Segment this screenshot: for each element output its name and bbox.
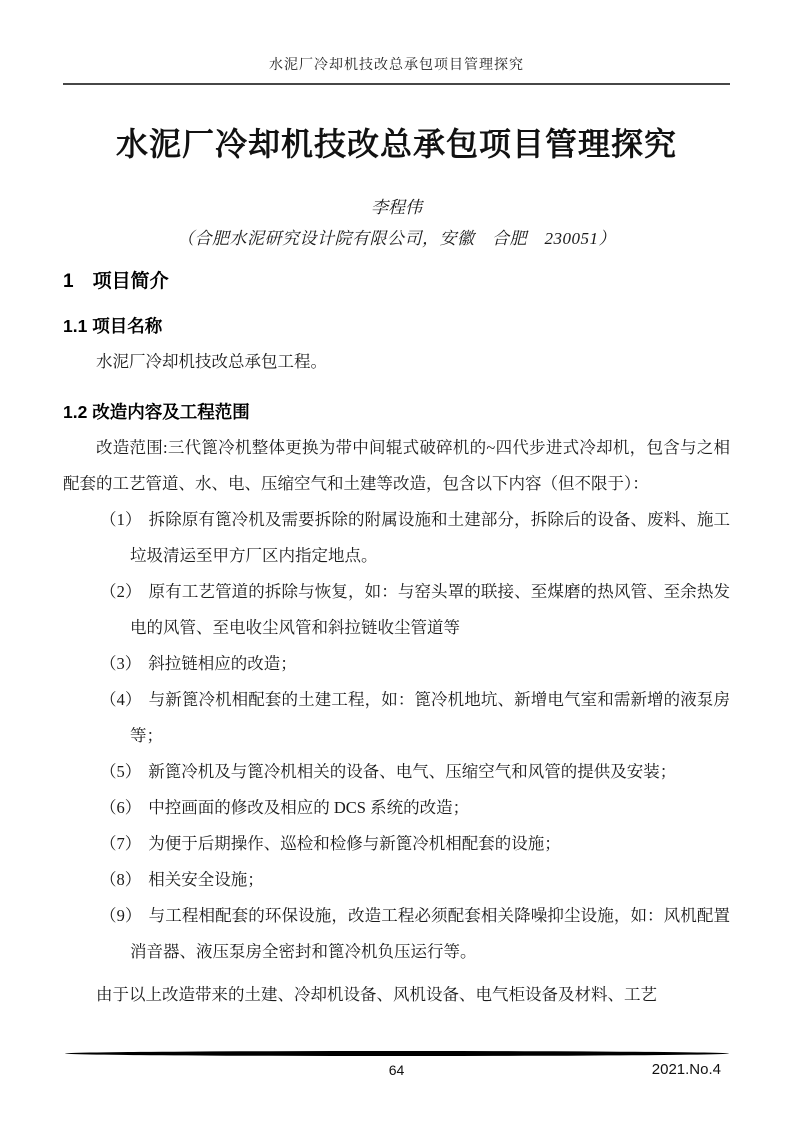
section-1-1-heading: 1.1 项目名称 <box>63 316 163 336</box>
list-item-4-text: 与新篦冷机相配套的土建工程，如：篦冷机地坑、新增电气室和需新增的液泵房等； <box>130 690 731 745</box>
list-item-2-number: （2） <box>100 582 142 601</box>
list-item-9-number: （9） <box>100 906 142 925</box>
section-1-2-heading: 1.2 改造内容及工程范围 <box>63 402 250 422</box>
author-name: 李程伟 <box>371 198 422 217</box>
list-item-1 <box>63 502 730 574</box>
header-rule <box>63 83 730 85</box>
list-item-6 <box>63 790 730 826</box>
list-item-1-text: 拆除原有篦冷机及需要拆除的附属设施和土建部分，拆除后的设备、废料、施工垃圾清运至甲方厂区内指定地点。 <box>130 510 731 565</box>
section-1-2-closing-paragraph: 由于以上改造带来的土建、冷却机设备、风机设备、电气柜设备及材料、工艺 <box>96 985 657 1004</box>
list-item-7-number: （7） <box>100 834 142 853</box>
list-item-4 <box>63 682 730 754</box>
section-1-2-intro-paragraph: 改造范围:三代篦冷机整体更换为带中间辊式破碎机的~四代步进式冷却机，包含与之相配套的工艺管道、水、电、压缩空气和土建等改造，包含以下内容（但不限于）： <box>63 438 730 493</box>
list-item-3 <box>63 646 730 682</box>
footer-issue-label: 2021.No.4 <box>651 1061 721 1078</box>
list-item-4-number: （4） <box>100 690 142 709</box>
list-item-3-number: （3） <box>100 654 142 673</box>
list-item-1-number: （1） <box>100 510 142 529</box>
list-item-5-number: （5） <box>100 762 142 781</box>
list-item-9-text: 与工程相配套的环保设施，改造工程必须配套相关降噪抑尘设施，如：风机配置消音器、液压泵房全密封和篦冷机负压运行等。 <box>130 906 731 961</box>
running-header <box>63 0 730 74</box>
footer-page-number: 64 <box>388 1062 405 1078</box>
list-item-2-text: 原有工艺管道的拆除与恢复，如：与窑头罩的联接、至煤磨的热风管、至余热发电的风管、至电收尘风管和斜拉链收尘管道等 <box>130 582 731 637</box>
scope-item-list <box>63 502 730 970</box>
list-item-8-number: （8） <box>100 870 142 889</box>
section-1-heading: 1 项目简介 <box>63 271 169 292</box>
list-item-2 <box>63 574 730 646</box>
footer-rule <box>65 1051 729 1056</box>
author-affiliation: （合肥水泥研究设计院有限公司，安徽 合肥 230051） <box>177 229 616 248</box>
list-item-6-text: 中控画面的修改及相应的 DCS 系统的改造； <box>148 798 470 817</box>
list-item-6-number: （6） <box>100 798 142 817</box>
list-item-9 <box>63 898 730 970</box>
running-header-title: 水泥厂冷却机技改总承包项目管理探究 <box>269 58 524 73</box>
section-1-1-body: 水泥厂冷却机技改总承包工程。 <box>96 352 327 371</box>
list-item-5-text: 新篦冷机及与篦冷机相关的设备、电气、压缩空气和风管的提供及安装； <box>148 762 677 781</box>
list-item-5 <box>63 754 730 790</box>
list-item-7-text: 为便于后期操作、巡检和检修与新篦冷机相配套的设施； <box>148 834 561 853</box>
list-item-8 <box>63 862 730 898</box>
article-title: 水泥厂冷却机技改总承包项目管理探究 <box>115 126 677 162</box>
list-item-7 <box>63 826 730 862</box>
list-item-8-text: 相关安全设施； <box>148 870 264 889</box>
list-item-3-text: 斜拉链相应的改造； <box>148 654 297 673</box>
